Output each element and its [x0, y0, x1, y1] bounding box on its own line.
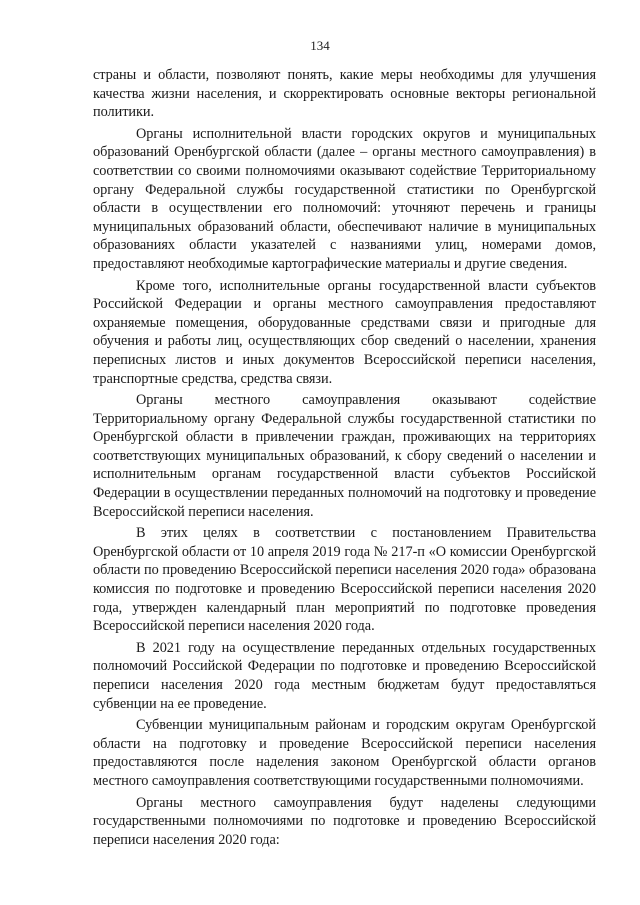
document-body [93, 66, 596, 852]
paragraph-5: В этих целях в соответствии с постановлением Правительства Оренбургской области от 10 апреля 2019 года № 217-п «О комиссии Оренбургской области по проведению Всероссийской переписи населения 2020 года» образована комиссия по подготовке и проведению Всероссийской переписи населения 2020 года, утвержден календарный план мероприятий по подготовке проведения Всероссийской переписи населения 2020 года. [93, 525, 596, 635]
page-number: 134 [310, 38, 330, 53]
paragraph-8: Органы местного самоуправления будут наделены следующими государственными полномочиями по подготовке и проведению Всероссийской переписи населения 2020 года: [93, 794, 596, 848]
paragraph-2: Органы исполнительной власти городских округов и муниципальных образований Оренбургской области (далее – органы местного самоуправления) в соответствии со своими полномочиями оказывают содействие Территориальному органу Федеральной службы государственной статистики по Оренбургской области в осуществлении его полномочий: уточняют перечень и границы муниципальных образований области, обеспечивают наличие в муниципальных образованиях области указателей с названиями улиц, номерами домов, предоставляют необходимые картографические материалы и другие сведения. [93, 125, 596, 272]
paragraph-7: Субвенции муниципальным районам и городским округам Оренбургской области на подготовку и проведение Всероссийской переписи населения предоставляются после наделения законом Оренбургской области органов местного самоуправления соответствующими государственными полномочиями. [93, 717, 596, 789]
paragraph-3: Кроме того, исполнительные органы государственной власти субъектов Российской Федерации и органы местного самоуправления предоставляют охраняемые помещения, оборудованные средствами связи и пригодные для обучения и работы лиц, осуществляющих сбор сведений о населении, хранения переписных листов и иных документов Всероссийской переписи населения, транспортные средства, средства связи. [93, 277, 596, 387]
paragraph-6: В 2021 году на осуществление переданных отдельных государственных полномочий Российской Федерации по подготовке и проведению Всероссийской переписи населения 2020 года местным бюджетам будут предоставляться субвенции на ее проведение. [93, 639, 596, 712]
paragraph-4: Органы местного самоуправления оказывают содействие Территориальному органу Федеральной службы государственной статистики по Оренбургской области в привлечении граждан, проживающих на территориях соответствующих муниципальных образований, к сбору сведений о населении и исполнительным органам государственной власти субъектов Российской Федерации в осуществлении переданных полномочий на подготовку и проведение Всероссийской переписи населения. [93, 392, 596, 520]
paragraph-1: страны и области, позволяют понять, какие меры необходимы для улучшения качества жизни населения, и скорректировать основные векторы региональной политики. [93, 67, 596, 121]
